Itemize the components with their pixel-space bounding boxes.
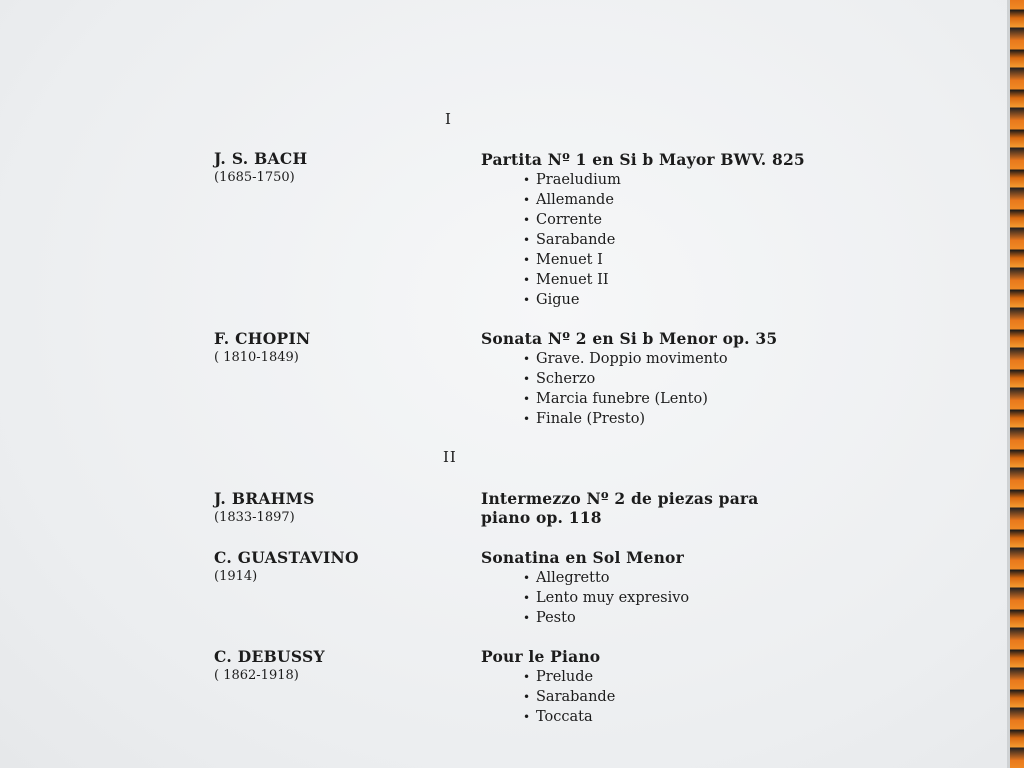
bullet-icon: • [523, 253, 531, 267]
composer-name: C. DEBUSSY [214, 647, 325, 666]
work-title: Sonatina en Sol Menor [481, 548, 684, 567]
movement-item: • Marcia funebre (Lento) [523, 391, 708, 407]
bullet-icon: • [523, 611, 531, 625]
movement-list [481, 349, 777, 429]
composer-dates: (1685-1750) [214, 170, 295, 185]
work-brahms [481, 489, 759, 527]
composer-name: J. BRAHMS [214, 489, 315, 508]
bullet-icon: • [523, 412, 531, 426]
bullet-icon: • [523, 571, 531, 585]
movement-item: • Scherzo [523, 371, 596, 387]
work-debussy [481, 647, 615, 727]
composer-name: J. S. BACH [214, 149, 308, 168]
work-chopin [481, 329, 777, 429]
movement-item: • Sarabande [523, 232, 616, 248]
bullet-icon: • [523, 372, 531, 386]
composer-dates: ( 1862-1918) [214, 668, 299, 683]
work-title: Intermezzo Nº 2 de piezas para [481, 489, 759, 508]
movement-item: • Pesto [523, 610, 576, 626]
movement-item: • Allemande [523, 192, 614, 208]
work-title: Pour le Piano [481, 647, 601, 666]
composer-dates: (1833-1897) [214, 510, 295, 525]
movement-list [481, 667, 615, 727]
work-bach [481, 150, 805, 310]
movement-item: • Menuet II [523, 272, 609, 288]
bullet-icon: • [523, 670, 531, 684]
composer-bach [214, 149, 307, 185]
movement-item: • Prelude [523, 669, 594, 685]
composer-brahms [214, 489, 315, 525]
bullet-icon: • [523, 293, 531, 307]
section-heading-ii: II [443, 448, 457, 466]
movement-item: • Corrente [523, 212, 603, 228]
bullet-icon: • [523, 352, 531, 366]
movement-item: • Grave. Doppio movimento [523, 351, 728, 367]
movement-item: • Menuet I [523, 252, 603, 268]
composer-guastavino [214, 548, 359, 584]
bullet-icon: • [523, 233, 531, 247]
bullet-icon: • [523, 193, 531, 207]
booklet-spine-edge [1010, 0, 1024, 768]
bullet-icon: • [523, 173, 531, 187]
bullet-icon: • [523, 213, 531, 227]
bullet-icon: • [523, 392, 531, 406]
bullet-icon: • [523, 591, 531, 605]
work-guastavino [481, 548, 689, 628]
movement-item: • Toccata [523, 709, 593, 725]
movement-item: • Finale (Presto) [523, 411, 646, 427]
bullet-icon: • [523, 710, 531, 724]
movement-item: • Gigue [523, 292, 580, 308]
movement-item: • Allegretto [523, 570, 610, 586]
composer-name: F. CHOPIN [214, 329, 311, 348]
composer-dates: (1914) [214, 569, 258, 584]
composer-dates: ( 1810-1849) [214, 350, 299, 365]
section-heading-i: I [445, 110, 452, 128]
movement-list [481, 170, 805, 310]
work-title: Sonata Nº 2 en Si b Menor op. 35 [481, 329, 778, 348]
bullet-icon: • [523, 690, 531, 704]
work-title-continued: piano op. 118 [481, 508, 602, 527]
composer-name: C. GUASTAVINO [214, 548, 359, 567]
work-title: Partita Nº 1 en Si b Mayor BWV. 825 [481, 150, 805, 169]
movement-list [481, 568, 689, 628]
composer-debussy [214, 647, 325, 683]
movement-item: • Sarabande [523, 689, 616, 705]
movement-item: • Praeludium [523, 172, 621, 188]
movement-item: • Lento muy expresivo [523, 590, 690, 606]
bullet-icon: • [523, 273, 531, 287]
composer-chopin [214, 329, 311, 365]
